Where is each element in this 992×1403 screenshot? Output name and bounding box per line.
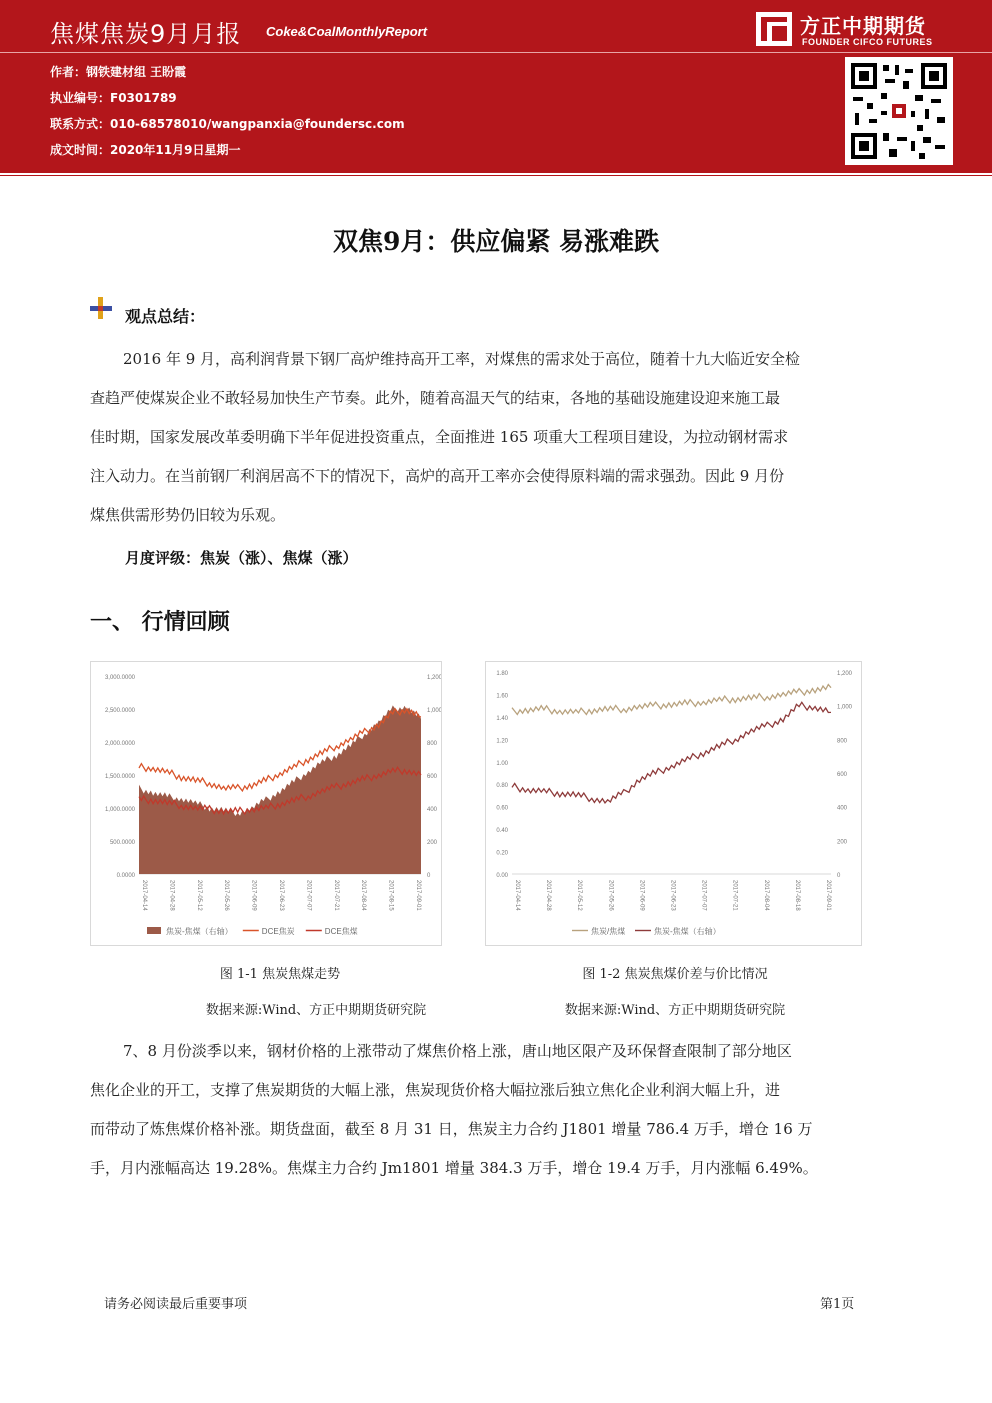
header-bottom-rule: [0, 170, 992, 173]
page-number: 第1页: [820, 1297, 855, 1312]
summary-line: 煤焦供需形势仍旧较为乐观。: [90, 506, 286, 524]
header-bottom-rule-thin: [0, 175, 992, 176]
logo-mark-icon: [756, 12, 792, 46]
x-tick-label: 2017-09-01: [415, 880, 421, 911]
y-right-tick-label: 1,200: [837, 671, 853, 677]
x-tick-label: 2017-05-26: [607, 880, 614, 911]
legend-swatch: [147, 927, 161, 934]
y-left-tick-label: 0.40: [496, 828, 508, 835]
y-left-tick-label: 0.80: [496, 783, 508, 790]
review-paragraph: [90, 1032, 900, 1188]
section-heading: 一、 行情回顾: [90, 610, 230, 635]
x-tick-label: 2017-08-04: [762, 880, 769, 911]
x-tick-label: 2017-04-14: [514, 880, 520, 911]
y-left-tick-label: 2,000.0000: [104, 741, 135, 747]
y-left-tick-label: 1.20: [496, 738, 508, 745]
y-right-tick-label: 1,200: [427, 675, 441, 681]
y-right-tick-label: 0: [427, 873, 431, 879]
chart-spread-ratio: [485, 661, 862, 946]
y-left-tick-label: 2,500.0000: [104, 708, 135, 714]
series-area: [139, 705, 421, 874]
x-tick-label: 2017-08-04: [360, 880, 367, 911]
y-right-tick-label: 800: [427, 741, 438, 747]
x-tick-label: 2017-06-23: [669, 880, 676, 911]
summary-line: 注入动力。在当前钢厂利润居高不下的情况下，高炉的高开工率亦会使得原料端的需求强劲。因此 9 月份: [90, 467, 785, 485]
legend-label: DCE焦炭: [261, 927, 295, 936]
y-right-tick-label: 200: [837, 839, 848, 846]
figure2-source: 数据来源:Wind、方正中期期货研究院: [564, 1003, 786, 1018]
y-right-tick-label: 200: [427, 840, 438, 846]
summary-heading: 观点总结：: [125, 307, 206, 326]
report-title-en: Coke&CoalMonthlyReport: [266, 24, 428, 39]
y-left-tick-label: 0.0000: [116, 873, 135, 879]
x-tick-label: 2017-07-21: [332, 880, 339, 911]
x-tick-label: 2017-07-07: [700, 880, 707, 911]
x-tick-label: 2017-06-23: [278, 880, 284, 911]
header-divider: [0, 52, 992, 53]
y-right-tick-label: 400: [837, 805, 848, 812]
footer-disclaimer: 请务必阅读最后重要事项: [104, 1297, 248, 1312]
report-header: [0, 0, 992, 170]
x-tick-label: 2017-04-14: [141, 880, 147, 911]
x-tick-label: 2017-05-12: [195, 880, 202, 911]
logo-cn-text: 方正中期期货: [800, 14, 926, 38]
x-tick-label: 2017-06-09: [250, 880, 257, 911]
x-tick-label: 2017-04-28: [545, 880, 552, 911]
review-line: 手，月内涨幅高达 19.28%。焦煤主力合约 Jm1801 增量 384.3 万手，增仓 19.4 万手，月内涨幅 6.49%。: [90, 1159, 818, 1177]
report-title: 焦煤焦炭9月月报: [50, 20, 242, 48]
y-left-tick-label: 3,000.0000: [104, 675, 135, 681]
review-line: 7、8 月份淡季以来，钢材价格的上涨带动了煤焦价格上涨，唐山地区限产及环保督查限制了部分地区: [123, 1042, 792, 1060]
x-tick-label: 2017-08-18: [793, 880, 800, 911]
legend-label: 焦炭-焦煤（右轴）: [166, 927, 233, 936]
section-bullet-icon: [90, 297, 112, 319]
logo-en-text: FOUNDER CIFCO FUTURES: [802, 37, 933, 47]
series-line: [512, 702, 831, 803]
review-line: 焦化企业的开工，支撑了焦炭期货的大幅上涨，焦炭现货价格大幅拉涨后独立焦化企业利润大幅上升，进: [90, 1081, 781, 1099]
x-tick-label: 2017-06-09: [638, 880, 645, 911]
y-left-tick-label: 1.80: [496, 671, 508, 677]
chart1-svg: [91, 662, 441, 945]
figure2-caption: 图 1-2 焦炭焦煤价差与价比情况: [582, 967, 768, 982]
y-left-tick-label: 0.00: [496, 873, 508, 879]
y-left-tick-label: 500.0000: [109, 840, 135, 846]
monthly-rating: 月度评级：焦炭（涨）、焦煤（涨）: [125, 549, 358, 567]
date-line: 成文时间：2020年11月9日星期一: [50, 143, 241, 157]
x-tick-label: 2017-07-07: [305, 880, 312, 911]
summary-line: 查趋严使煤炭企业不敢轻易加快生产节奏。此外，随着高温天气的结束，各地的基础设施建设迎来施工最: [90, 389, 781, 407]
summary-line: 佳时期，国家发展改革委明确下半年促进投资重点，全面推进 165 项重大工程项目建设，为拉动钢材需求: [90, 428, 789, 446]
y-right-tick-label: 0: [837, 873, 841, 879]
summary-paragraph: [90, 340, 900, 535]
document-title: 双焦9月：供应偏紧 易涨难跌: [332, 227, 660, 256]
y-right-tick-label: 1,000: [427, 708, 441, 714]
figure1-caption: 图 1-1 焦炭焦煤走势: [219, 967, 341, 982]
contact-line: 联系方式：010-68578010/wangpanxia@foundersc.com: [50, 117, 405, 131]
y-left-tick-label: 0.20: [496, 850, 508, 857]
legend-label: 焦炭-焦煤（右轴）: [654, 927, 721, 936]
x-tick-label: 2017-04-28: [168, 880, 175, 911]
qr-code-graphic: [845, 57, 953, 165]
y-left-tick-label: 1.40: [496, 715, 508, 722]
legend-label: 焦炭/焦煤: [591, 927, 626, 936]
figure1-source: 数据来源:Wind、方正中期期货研究院: [205, 1003, 427, 1018]
y-right-tick-label: 800: [837, 738, 848, 745]
x-tick-label: 2017-05-12: [576, 880, 583, 911]
y-right-tick-label: 600: [837, 772, 848, 778]
x-tick-label: 2017-05-26: [223, 880, 230, 911]
author-line: 作者：钢铁建材组 王盼霞: [50, 65, 187, 79]
y-left-tick-label: 1.00: [496, 760, 508, 767]
company-logo: [756, 8, 966, 50]
y-left-tick-label: 0.60: [496, 805, 508, 812]
license-line: 执业编号：F0301789: [50, 91, 177, 105]
summary-line: 2016 年 9 月，高利润背景下钢厂高炉维持高开工率，对煤焦的需求处于高位，随着十九大临近安全检: [123, 350, 801, 368]
y-right-tick-label: 1,000: [837, 704, 853, 711]
review-line: 而带动了炼焦煤价格补涨。期货盘面，截至 8 月 31 日，焦炭主力合约 J1801 增量 786.4 万手，增仓 16 万: [90, 1120, 813, 1138]
x-tick-label: 2017-09-01: [825, 880, 831, 911]
y-right-tick-label: 600: [427, 774, 438, 780]
y-right-tick-label: 400: [427, 807, 438, 813]
series-line: [512, 685, 831, 715]
y-left-tick-label: 1,000.0000: [104, 807, 135, 813]
legend-label: DCE焦煤: [324, 927, 358, 936]
y-left-tick-label: 1.60: [496, 693, 508, 700]
qr-code-icon: [845, 57, 953, 165]
chart-coke-coal-trend: [90, 661, 442, 946]
y-left-tick-label: 1,500.0000: [104, 774, 135, 780]
chart2-svg: [486, 662, 861, 945]
x-tick-label: 2017-08-15: [387, 880, 394, 911]
x-tick-label: 2017-07-21: [731, 880, 738, 911]
